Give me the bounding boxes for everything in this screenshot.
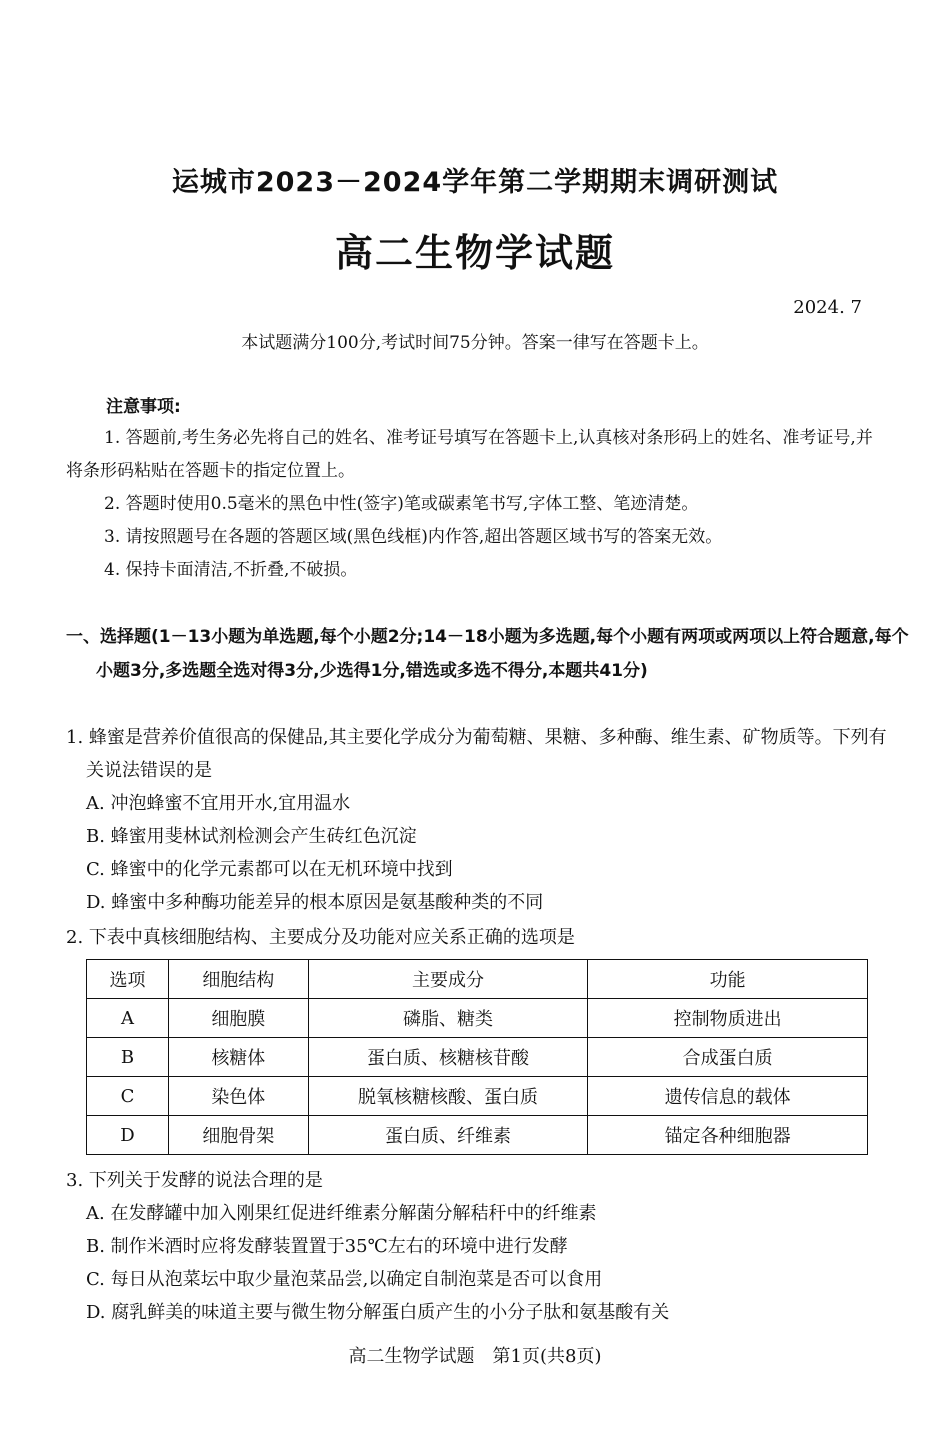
note-item: 2. 答题时使用0.5毫米的黑色中性(签字)笔或碳素笔书写,字体工整、笔迹清楚。 [104,494,699,514]
note-item: 1. 答题前,考生务必先将自己的姓名、准考证号填写在答题卡上,认真核对条形码上的姓名、准考证号,并将条形码粘贴在答题卡的指定位置上。 [66,428,873,481]
option-b: B. 蜂蜜用斐林试剂检测会产生砖红色沉淀 [86,826,417,847]
table-cell: 合成蛋白质 [588,1038,868,1077]
page-footer: 高二生物学试题 第1页(共8页) [348,1346,602,1367]
table-cell: 脱氧核糖核酸、蛋白质 [308,1077,588,1116]
table-header-row [87,960,868,999]
section-heading: 一、选择题(1－13小题为单选题,每个小题2分;14－18小题为多选题,每个小题有两项或两项以上符合题意,每个小题3分,多选题全选对得3分,少选得1分,错选或多选不得分,本题共41分) [66,627,909,681]
exam-subtitle: 高二生物学试题 [334,231,615,275]
table-cell: 染色体 [168,1077,308,1116]
table-header: 选项 [87,960,169,999]
table-cell: C [87,1077,169,1116]
table-cell: 控制物质进出 [588,999,868,1038]
question-3 [66,1164,888,1329]
notes-list [66,422,886,587]
table-cell: D [87,1116,169,1155]
table-cell: B [87,1038,169,1077]
option-a: A. 在发酵罐中加入刚果红促进纤维素分解菌分解秸秆中的纤维素 [86,1203,597,1224]
note-item: 4. 保持卡面清洁,不折叠,不破损。 [104,560,358,580]
table-row [87,1077,868,1116]
option-c: C. 每日从泡菜坛中取少量泡菜品尝,以确定自制泡菜是否可以食用 [86,1269,603,1290]
question-stem: 3. 下列关于发酵的说法合理的是 [66,1170,323,1191]
table-cell: 蛋白质、核糖核苷酸 [308,1038,588,1077]
option-a: A. 冲泡蜂蜜不宜用开水,宜用温水 [86,793,351,814]
note-item: 3. 请按照题号在各题的答题区域(黑色线框)内作答,超出答题区域书写的答案无效。 [104,527,723,547]
table-row [87,1116,868,1155]
notes-heading: 注意事项: [106,397,181,417]
question-stem: 2. 下表中真核细胞结构、主要成分及功能对应关系正确的选项是 [66,927,575,948]
table-cell: 锚定各种细胞器 [588,1116,868,1155]
exam-intro: 本试题满分100分,考试时间75分钟。答案一律写在答题卡上。 [241,333,709,353]
table-header: 功能 [588,960,868,999]
option-d: D. 腐乳鲜美的味道主要与微生物分解蛋白质产生的小分子肽和氨基酸有关 [86,1302,670,1323]
cell-structure-table [86,959,868,1155]
table-cell: 遗传信息的载体 [588,1077,868,1116]
table-cell: 细胞膜 [168,999,308,1038]
option-c: C. 蜂蜜中的化学元素都可以在无机环境中找到 [86,859,453,880]
exam-title: 运城市2023－2024学年第二学期期末调研测试 [171,167,779,198]
table-cell: 细胞骨架 [168,1116,308,1155]
option-b: B. 制作米酒时应将发酵装置置于35℃左右的环境中进行发酵 [86,1236,568,1257]
table-cell: 磷脂、糖类 [308,999,588,1038]
table-cell: 蛋白质、纤维素 [308,1116,588,1155]
question-2 [66,921,888,954]
table-row [87,999,868,1038]
exam-date: 2024. 7 [793,297,862,318]
table-cell: A [87,999,169,1038]
table-cell: 核糖体 [168,1038,308,1077]
table-header: 主要成分 [308,960,588,999]
option-d: D. 蜂蜜中多种酶功能差异的根本原因是氨基酸种类的不同 [86,892,544,913]
table-header: 细胞结构 [168,960,308,999]
table-row [87,1038,868,1077]
question-stem: 1. 蜂蜜是营养价值很高的保健品,其主要化学成分为葡萄糖、果糖、多种酶、维生素、矿物质等。下列有关说法错误的是 [66,727,887,781]
question-1 [66,721,888,919]
